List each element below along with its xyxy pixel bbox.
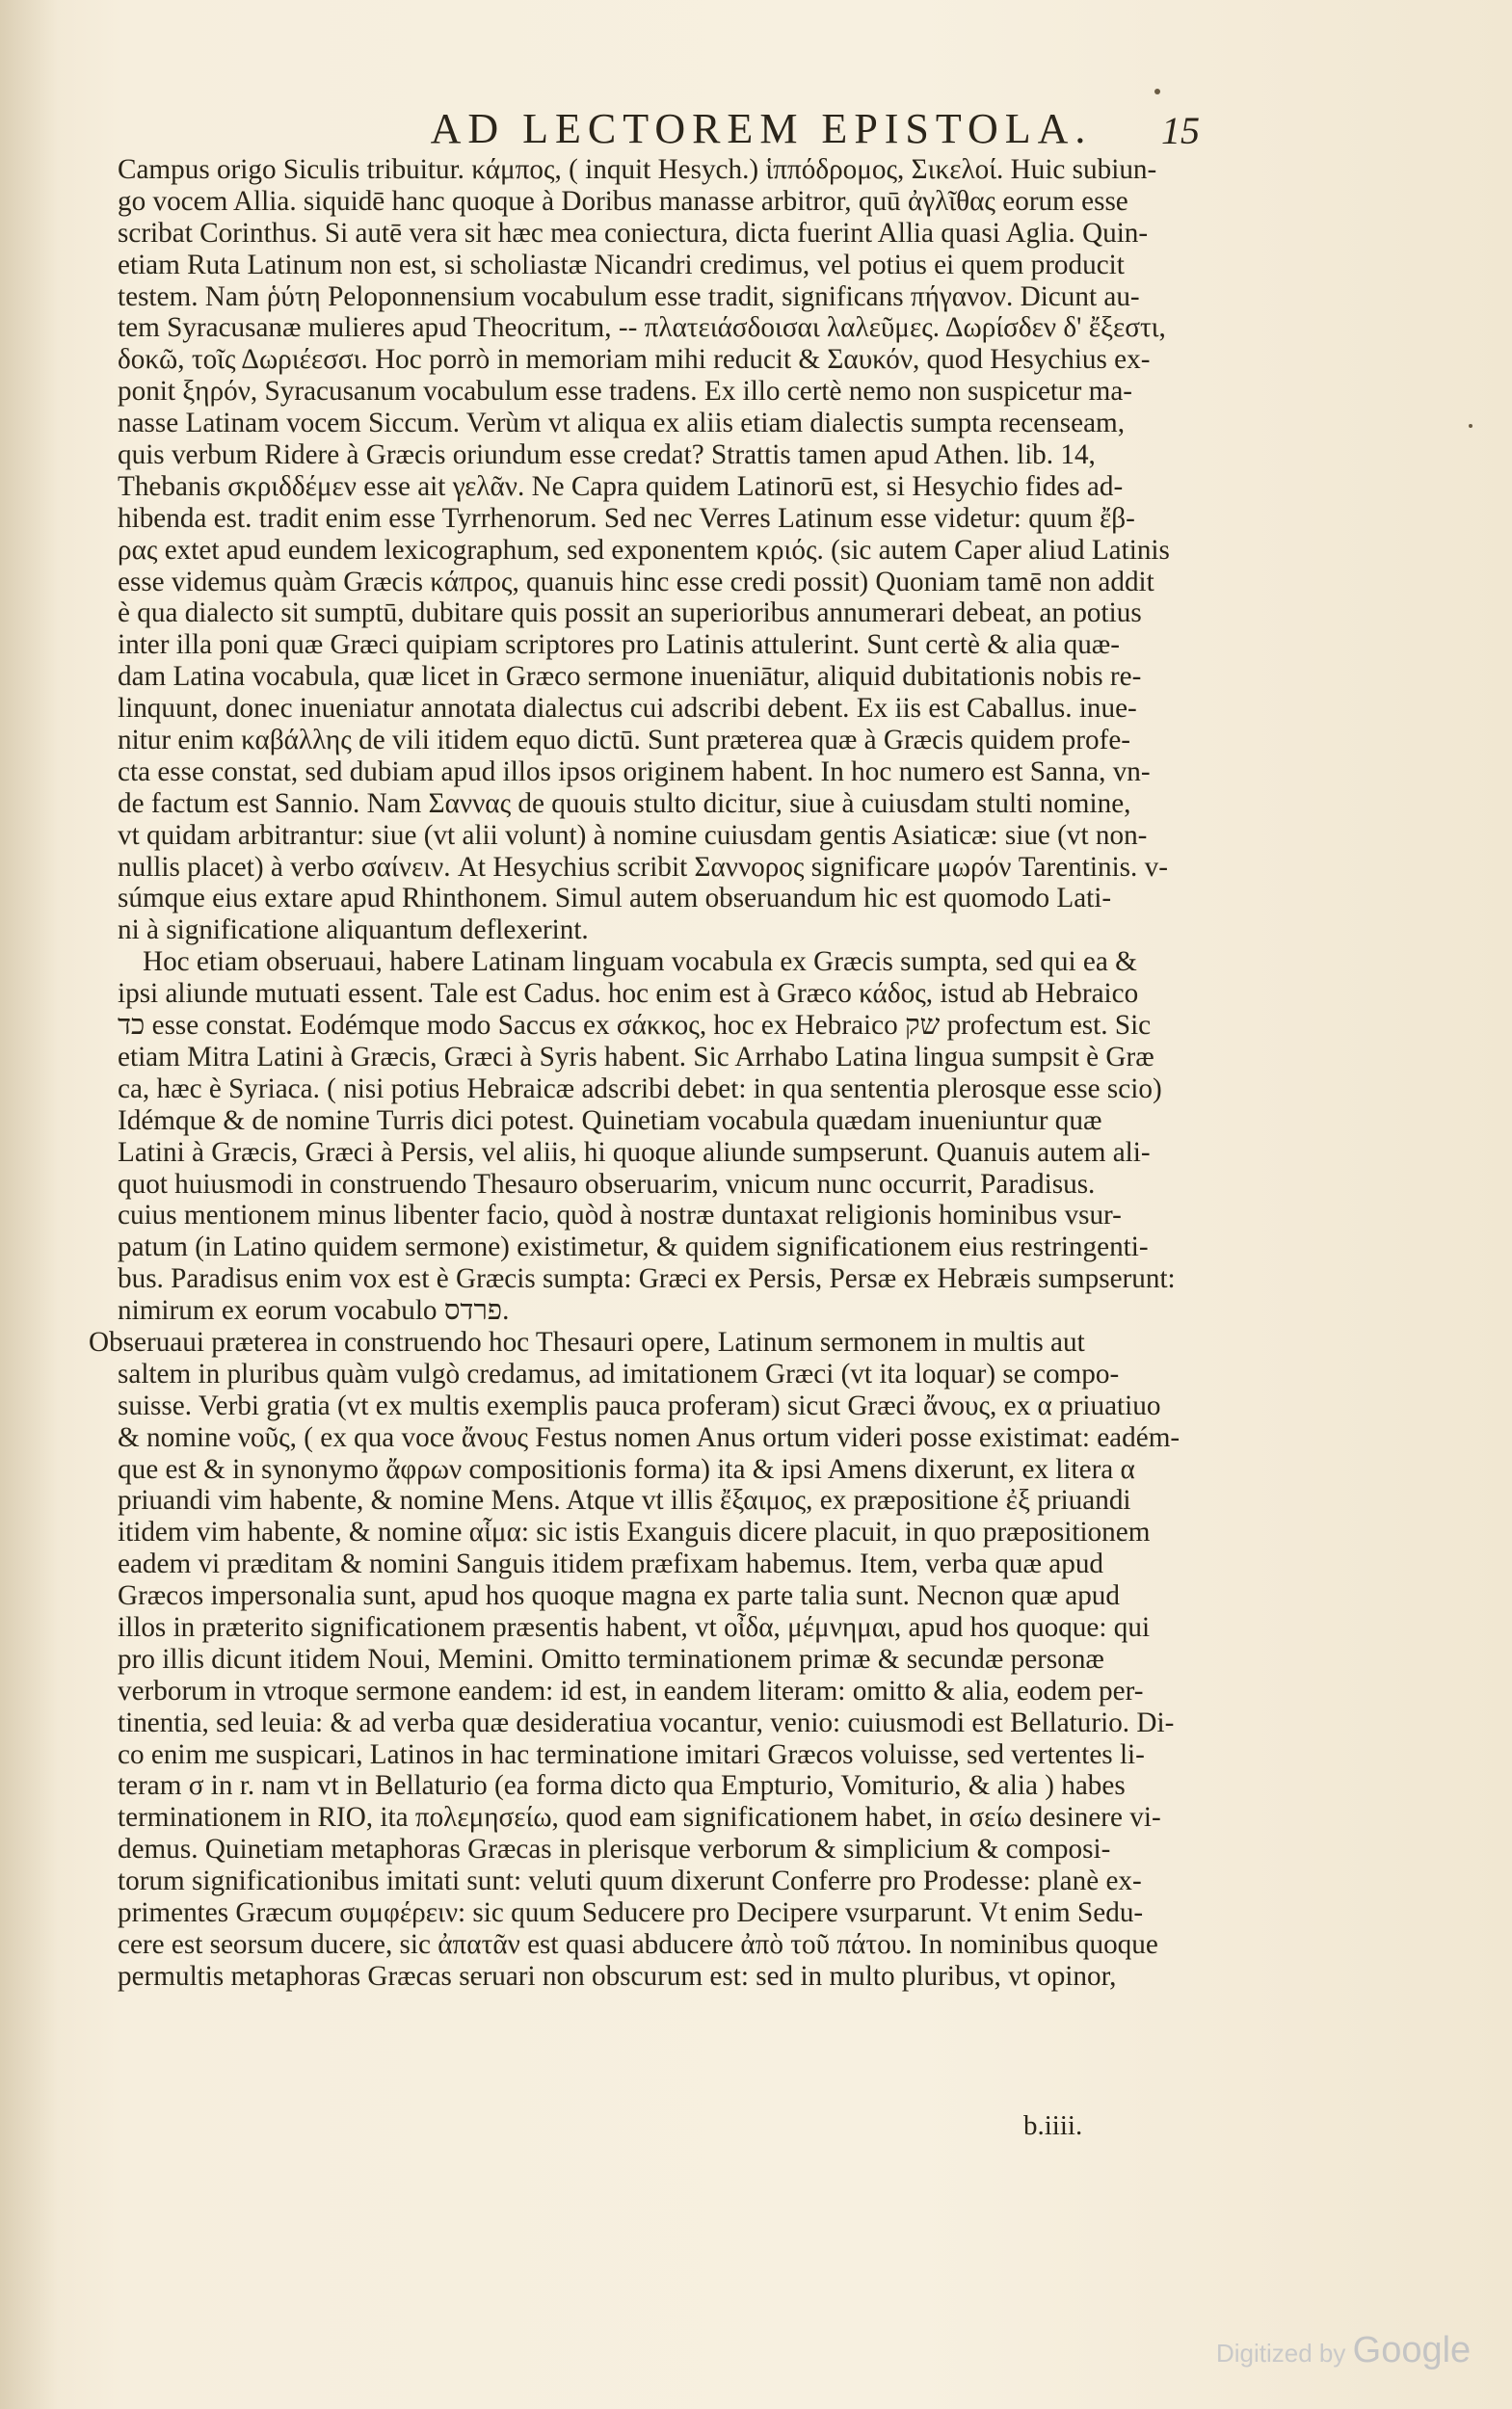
signature-mark: b.iiii. [1023,2110,1083,2141]
text-line: Græcos impersonalia sunt, apud hos quoque magna ex parte talia sunt. Necnon quæ apud [118,1580,1120,1612]
text-line: demus. Quinetiam metaphoras Græcas in plerisque verborum & simplicium & composi- [118,1834,1111,1866]
text-line: inter illa poni quæ Græci quipiam scriptores pro Latinis attulerint. Sunt certè & alia quæ- [118,629,1120,661]
text-line: patum (in Latino quidem sermone) existimetur, & quidem significationem eius restringenti- [118,1231,1149,1263]
text-line: Idémque & de nomine Turris dici potest. Quinetiam vocabula quædam inueniuntur quæ [118,1104,1102,1136]
text-line: vt quidam arbitrantur: siue (vt alii volunt) à nomine cuiusdam gentis Asiaticæ: siue (vt non- [118,819,1148,851]
text-line: saltem in pluribus quàm vulgò credamus, ad imitationem Græci (vt ita loquar) se compo- [118,1358,1120,1390]
text-line: priuandi vim habente, & nomine Mens. Atque vt illis ἔξαιμος, ex præpositione ἐξ priuandi [118,1485,1131,1517]
text-line: tem Syracusanæ mulieres apud Theocritum, -- πλατειάσδοισαι λαλεῦμες. Δωρίσδεν δ' ἔξεστι, [118,312,1166,344]
text-line: suisse. Verbi gratia (vt ex multis exemplis pauca proferam) sicut Græci ἄνους, ex α priuatiuo [118,1390,1161,1421]
text-line: כד esse constat. Eodémque modo Saccus ex σάκκος, hoc ex Hebraico שק profectum est. Sic [118,1010,1152,1042]
text-line: bus. Paradisus enim vox est è Græcis sumpta: Græci ex Persis, Persæ ex Hebræis sumpserunt: [118,1263,1176,1295]
text-line: que est & in synonymo ἄφρων compositionis forma) ita & ipsi Amens dixerunt, ex litera α [118,1453,1135,1485]
text-line: torum significationibus imitati sunt: veluti quum dixerunt Conferre pro Prodesse: planè ex- [118,1866,1142,1897]
text-line: testem. Nam ῥύτη Peloponnensium vocabulum esse tradit, significans πήγανον. Dicunt au- [118,280,1140,312]
google-logo: Google [1352,2330,1472,2370]
text-line: ρας extet apud eundem lexicographum, sed exponentem κριός. (sic autem Caper aliud Latinis [118,534,1170,566]
text-line: cuius mentionem minus libenter facio, quòd à nostræ duntaxat religionis hominibus vsur- [118,1200,1122,1231]
text-line: è qua dialecto sit sumptū, dubitare quis possit an superioribus annumerari debeat, an potius [118,597,1142,629]
google-watermark [1216,2330,1471,2371]
text-line: nimirum ex eorum vocabulo פרדס. [118,1295,510,1327]
text-line: terminationem in RIO, ita πολεμησείω, quod eam significationem habet, in σείω desinere vi- [118,1802,1161,1834]
text-line: go vocem Allia. siquidē hanc quoque à Doribus manasse arbitror, quū ἀγλῖθας eorum esse [118,185,1128,217]
text-line: esse videmus quàm Græcis κάπρος, quanuis hinc esse credi possit) Quoniam tamē non addit [118,566,1154,597]
text-line: tinentia, sed leuia: & ad verba quæ desideratiua vocantur, venio: cuiusmodi est Bellaturio. Di- [118,1707,1175,1738]
text-line: Thebanis σκριδδέμεν esse ait γελᾶν. Ne Capra quidem Latinorū est, si Hesychio fides ad- [118,470,1124,502]
text-line: δοκῶ, τοῖς Δωριέεσσι. Hoc porrò in memoriam mihi reducit & Σαυκόν, quod Hesychius ex- [118,344,1151,376]
gutter-shadow [0,0,58,2409]
text-line: Obseruaui præterea in construendo hoc Thesauri opere, Latinum sermonem in multis aut [89,1326,1085,1358]
text-line: quot huiusmodi in construendo Thesauro obseruarim, vnicum nunc occurrit, Paradisus. [118,1168,1096,1200]
text-line: Latini à Græcis, Græci à Persis, vel aliis, hi quoque aliunde sumpserunt. Quanuis autem ali- [118,1136,1151,1168]
text-line: etiam Ruta Latinum non est, si scholiastæ Nicandri credimus, vel potius ei quem producit [118,249,1125,280]
text-line: teram σ in r. nam vt in Bellaturio (ea forma dicto qua Empturio, Vomiturio, & alia ) habes [118,1770,1126,1802]
text-line: cta esse constat, sed dubiam apud illos ipsos originem habent. In hoc numero est Sanna, vn- [118,755,1151,787]
text-line: eadem vi præditam & nomini Sanguis itidem præfixam habemus. Item, verba quæ apud [118,1549,1104,1580]
text-line: nasse Latinam vocem Siccum. Verùm vt aliqua ex aliis etiam dialectis sumpta recenseam, [118,408,1126,439]
text-line: cere est seorsum ducere, sic ἀπατᾶν est quasi abducere ἀπὸ τοῦ πάτου. In nominibus quoque [118,1928,1158,1960]
text-line: linquunt, donec inueniatur annotata dialectus cui adscribi debent. Ex iis est Caballus. inue- [118,693,1137,725]
paper-speck [1469,424,1472,428]
running-head: AD LECTOREM EPISTOLA. [430,105,1093,152]
text-line: ni à significatione aliquantum deflexerint. [118,914,589,946]
body-text [89,154,1187,1993]
text-line: dam Latina vocabula, quæ licet in Græco sermone inueniātur, aliquid dubitationis nobis re- [118,661,1142,693]
text-line: quis verbum Ridere à Græcis oriundum esse credat? Strattis tamen apud Athen. lib. 14, [118,439,1096,471]
paper-speck [1154,89,1160,94]
page-number: 15 [1161,109,1200,152]
text-line: Campus origo Siculis tribuitur. κάμπος, ( inquit Hesych.) ἱππόδρομος, Σικελοί. Huic subiun- [118,154,1157,185]
text-line: nullis placet) à verbo σαίνειν. At Hesychius scribit Σαννορος significare μωρόν Tarentinis. v- [118,851,1168,883]
text-line: co enim me suspicari, Latinos in hac terminatione imitari Græcos voluisse, sed vertentes li- [118,1738,1145,1770]
text-line: verborum in vtroque sermone eandem: id est, in eandem literam: omitto & alia, eodem per- [118,1675,1144,1707]
text-line: hibenda est. tradit enim esse Tyrrhenorum. Sed nec Verres Latinum esse videtur: quum ἔβ- [118,502,1135,534]
text-line: illos in præterito significationem præsentis habent, vt οἶδα, μέμνημαι, apud hos quoque: qui [118,1611,1151,1643]
text-line: ca, hæc è Syriaca. ( nisi potius Hebraicæ adscribi debet: in qua sententia plerosque esse scio) [118,1072,1162,1104]
text-line: súmque eius extare apud Rhinthonem. Simul autem obseruandum hic est quomodo Lati- [118,883,1112,914]
text-line: ponit ξηρόν, Syracusanum vocabulum esse tradens. Ex illo certè nemo non suspicetur ma- [118,376,1133,408]
text-line: nitur enim καβάλλης de vili itidem equo dictū. Sunt præterea quæ à Græcis quidem profe- [118,725,1130,756]
text-line: Hoc etiam obseruaui, habere Latinam linguam vocabula ex Græcis sumpta, sed qui ea & [143,946,1137,978]
text-line: & nomine νοῦς, ( ex qua voce ἄνους Festus nomen Anus ortum videri posse existimat: eadém- [118,1421,1180,1453]
text-line: itidem vim habente, & nomine αἷμα: sic istis Exanguis dicere placuit, in quo præpositionem [118,1517,1151,1549]
text-line: primentes Græcum συμφέρειν: sic quum Seducere pro Decipere vsurparunt. Vt enim Sedu- [118,1896,1144,1928]
text-line: de factum est Sannio. Nam Σαννας de quouis stulto dicitur, siue à cuiusdam stulti nomine, [118,787,1131,819]
watermark-prefix: Digitized by [1216,2339,1346,2368]
text-line: ipsi aliunde mutuati essent. Tale est Cadus. hoc enim est à Græco κάδος, istud ab Hebraico [118,978,1139,1010]
text-line: etiam Mitra Latini à Græcis, Græci à Syris habent. Sic Arrhabo Latina lingua sumpsit è Græ [118,1041,1154,1072]
text-line: pro illis dicunt itidem Noui, Memini. Omitto terminationem primæ & secundæ personæ [118,1643,1104,1675]
text-line: permultis metaphoras Græcas seruari non obscurum est: sed in multo pluribus, vt opinor, [118,1960,1117,1992]
text-line: scribat Corinthus. Si autē vera sit hæc mea coniectura, dicta fuerint Allia quasi Aglia. Quin- [118,217,1149,249]
